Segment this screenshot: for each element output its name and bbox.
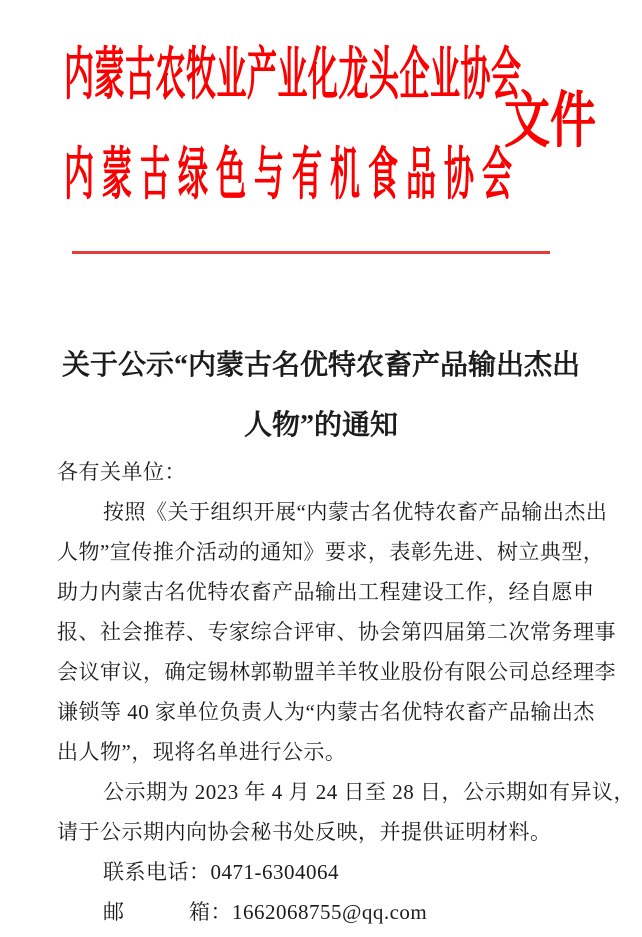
body-line: 人物”宣传推介活动的通知》要求，表彰先进、树立典型， <box>57 540 605 564</box>
document-type-label: 文件 <box>504 87 596 155</box>
org-name-secondary: 内蒙古绿色与有机食品协会 <box>64 144 520 207</box>
body-line: 请于公示期内向协会秘书处反映，并提供证明材料。 <box>57 820 552 844</box>
org-name-primary: 内蒙古农牧业产业化龙头企业协会 <box>64 44 522 107</box>
body-line: 出人物”，现将名单进行公示。 <box>57 740 347 764</box>
document-title <box>0 336 642 456</box>
body-line: 谦锁等 40 家单位负责人为“内蒙古名优特农畜产品输出杰 <box>57 700 595 724</box>
body-line: 会议审议，确定锡林郭勒盟羊羊牧业股份有限公司总经理李 <box>57 660 616 684</box>
title-line-2: 人物”的通知 <box>243 410 398 441</box>
title-line-1: 关于公示“内蒙古名优特农畜产品输出杰出 <box>61 350 580 381</box>
red-divider-line <box>72 251 550 254</box>
contact-phone: 联系电话：0471-6304064 <box>103 860 339 884</box>
contact-email: 邮 箱：1662068755@qq.com <box>103 900 428 924</box>
body-line: 助力内蒙古名优特农畜产品输出工程建设工作，经自愿申 <box>57 580 595 604</box>
salutation: 各有关单位： <box>57 460 186 484</box>
document-body <box>57 452 635 932</box>
body-line: 公示期为 2023 年 4 月 24 日至 28 日，公示期如有异议， <box>103 780 635 804</box>
body-line: 按照《关于组织开展“内蒙古名优特农畜产品输出杰出 <box>103 500 608 524</box>
body-line: 报、社会推荐、专家综合评审、协会第四届第二次常务理事 <box>57 620 616 644</box>
